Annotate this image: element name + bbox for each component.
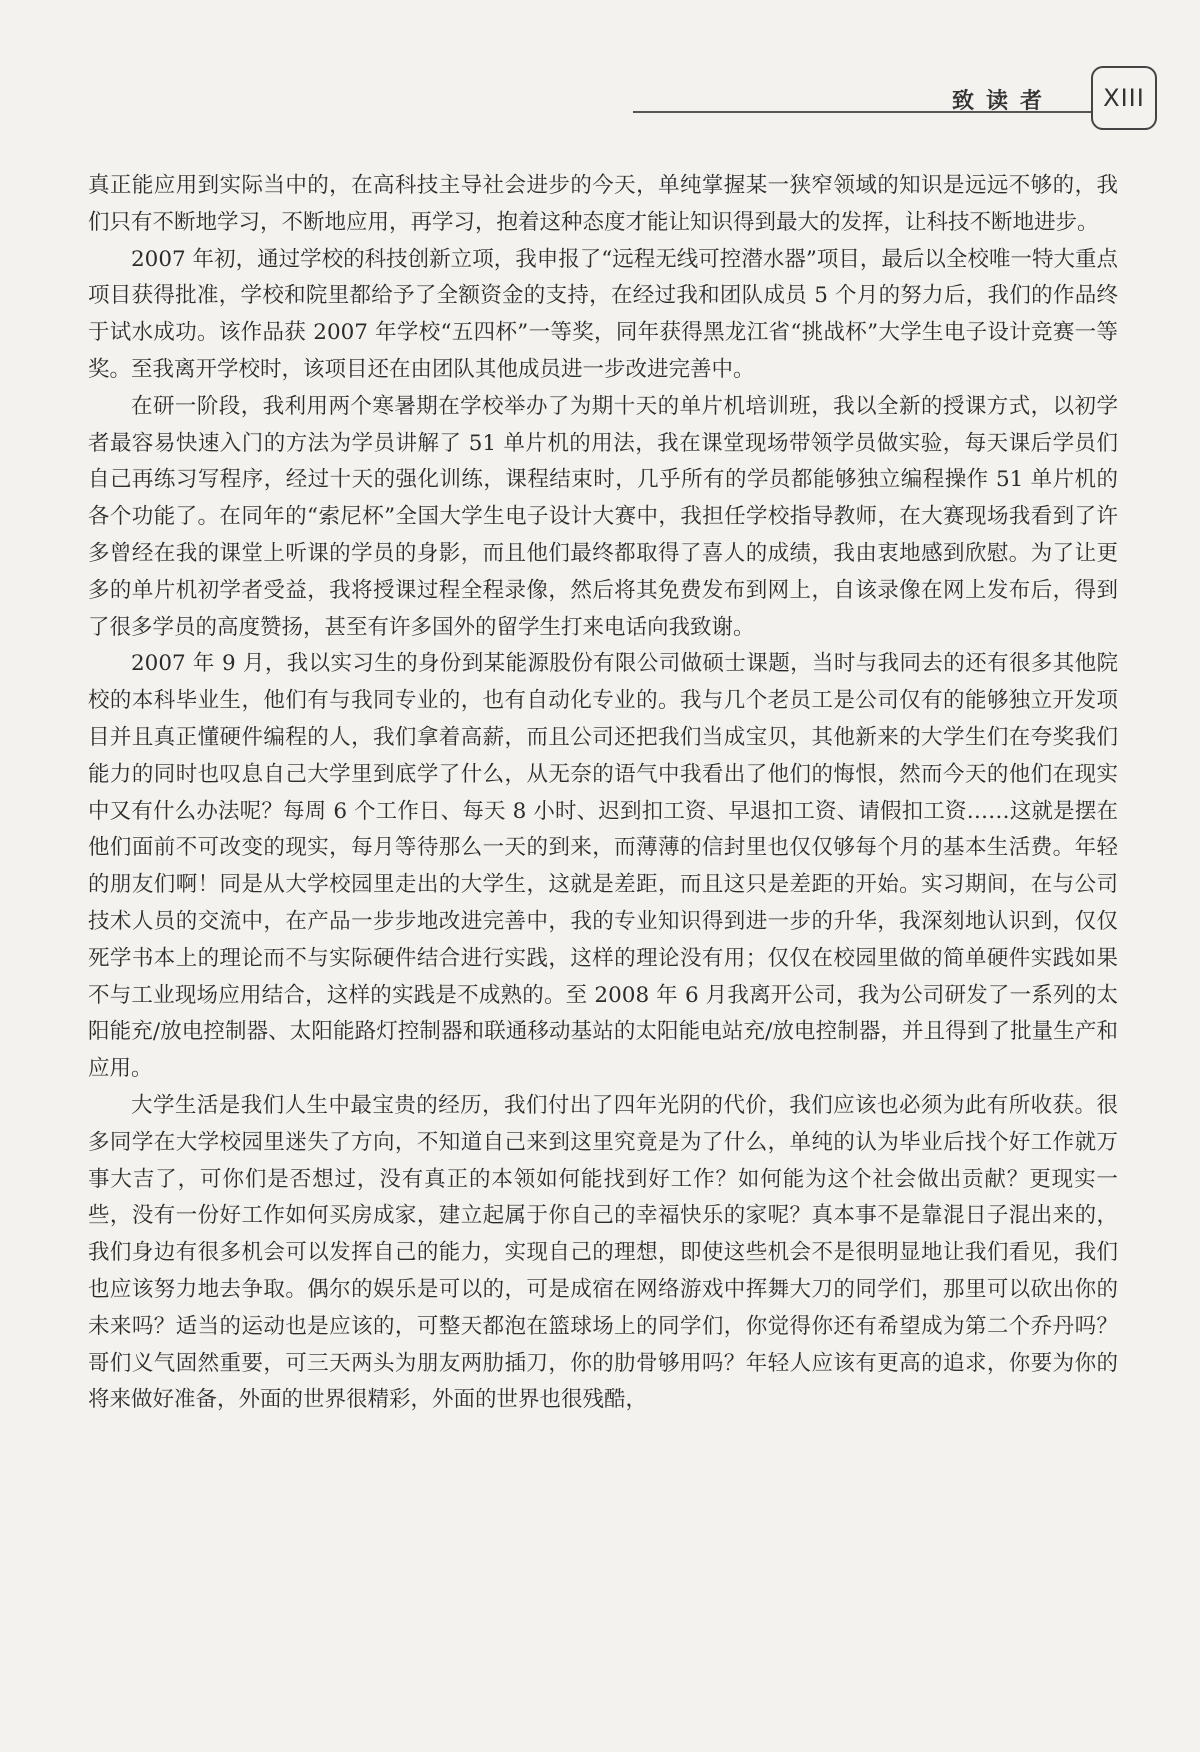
page-number: XIII: [1103, 84, 1145, 112]
running-header-title: 致读者: [952, 89, 1055, 114]
body-text: [88, 168, 1118, 1419]
page-number-box: [1091, 66, 1157, 130]
paragraph-5: 大学生活是我们人生中最宝贵的经历，我们付出了四年光阴的代价，我们应该也必须为此有所收获。很多同学在大学校园里迷失了方向，不知道自己来到这里究竟是为了什么，单纯的认为毕业后找个好工作就万事大吉了，可你们是否想过，没有真正的本领如何能找到好工作？如何能为这个社会做出贡献？更现实一些，没有一份好工作如何买房成家，建立起属于你自己的幸福快乐的家呢？真本事不是靠混日子混出来的，我们身边有很多机会可以发挥自己的能力，实现自己的理想，即使这些机会不是很明显地让我们看见，我们也应该努力地去争取。偶尔的娱乐是可以的，可是成宿在网络游戏中挥舞大刀的同学们，那里可以砍出你的未来吗？适当的运动也是应该的，可整天都泡在篮球场上的同学们，你觉得你还有希望成为第二个乔丹吗？哥们义气固然重要，可三天两头为朋友两肋插刀，你的肋骨够用吗？年轻人应该有更高的追求，你要为你的将来做好准备，外面的世界很精彩，外面的世界也很残酷，: [88, 1092, 1118, 1413]
header-rule: [633, 111, 1091, 113]
paragraph-2: 2007 年初，通过学校的科技创新立项，我申报了“远程无线可控潜水器”项目，最后以全校唯一特大重点项目获得批准，学校和院里都给予了全额资金的支持，在经过我和团队成员 5 个月的努力后，我们的作品终于试水成功。该作品获 2007 年学校“五四杯”一等奖，同年获得黑龙江省“挑战杯”大学生电子设计竞赛一等奖。至我离开学校时，该项目还在由团队其他成员进一步改进完善中。: [88, 246, 1118, 382]
paragraph-1: 真正能应用到实际当中的，在高科技主导社会进步的今天，单纯掌握某一狭窄领域的知识是远远不够的，我们只有不断地学习，不断地应用，再学习，抱着这种态度才能让知识得到最大的发挥，让科技不断地进步。: [88, 173, 1118, 235]
paragraph-3: 在研一阶段，我利用两个寒暑期在学校举办了为期十天的单片机培训班，我以全新的授课方式，以初学者最容易快速入门的方法为学员讲解了 51 单片机的用法，我在课堂现场带领学员做实验，每天课后学员们自己再练习写程序，经过十天的强化训练，课程结束时，几乎所有的学员都能够独立编程操作 51 单片机的各个功能了。在同年的“索尼杯”全国大学生电子设计大赛中，我担任学校指导教师，在大赛现场我看到了许多曾经在我的课堂上听课的学员的身影，而且他们最终都取得了喜人的成绩，我由衷地感到欣慰。为了让更多的单片机初学者受益，我将授课过程全程录像，然后将其免费发布到网上，自该录像在网上发布后，得到了很多学员的高度赞扬，甚至有许多国外的留学生打来电话向我致谢。: [88, 393, 1118, 640]
paragraph-4: 2007 年 9 月，我以实习生的身份到某能源股份有限公司做硕士课题，当时与我同去的还有很多其他院校的本科毕业生，他们有与我同专业的，也有自动化专业的。我与几个老员工是公司仅有的能够独立开发项目并且真正懂硬件编程的人，我们拿着高薪，而且公司还把我们当成宝贝，其他新来的大学生们在夸奖我们能力的同时也叹息自己大学里到底学了什么，从无奈的语气中我看出了他们的悔恨，然而今天的他们在现实中又有什么办法呢？每周 6 个工作日、每天 8 小时、迟到扣工资、早退扣工资、请假扣工资……这就是摆在他们面前不可改变的现实，每月等待那么一天的到来，而薄薄的信封里也仅仅够每个月的基本生活费。年轻的朋友们啊！同是从大学校园里走出的大学生，这就是差距，而且这只是差距的开始。实习期间，在与公司技术人员的交流中，在产品一步步地改进完善中，我的专业知识得到进一步的升华，我深刻地认识到，仅仅死学书本上的理论而不与实际硬件结合进行实践，这样的理论没有用；仅仅在校园里做的简单硬件实践如果不与工业现场应用结合，这样的实践是不成熟的。至 2008 年 6 月我离开公司，我为公司研发了一系列的太阳能充/放电控制器、太阳能路灯控制器和联通移动基站的太阳能电站充/放电控制器，并且得到了批量生产和应用。: [88, 651, 1118, 1082]
page-header: [0, 0, 1200, 140]
